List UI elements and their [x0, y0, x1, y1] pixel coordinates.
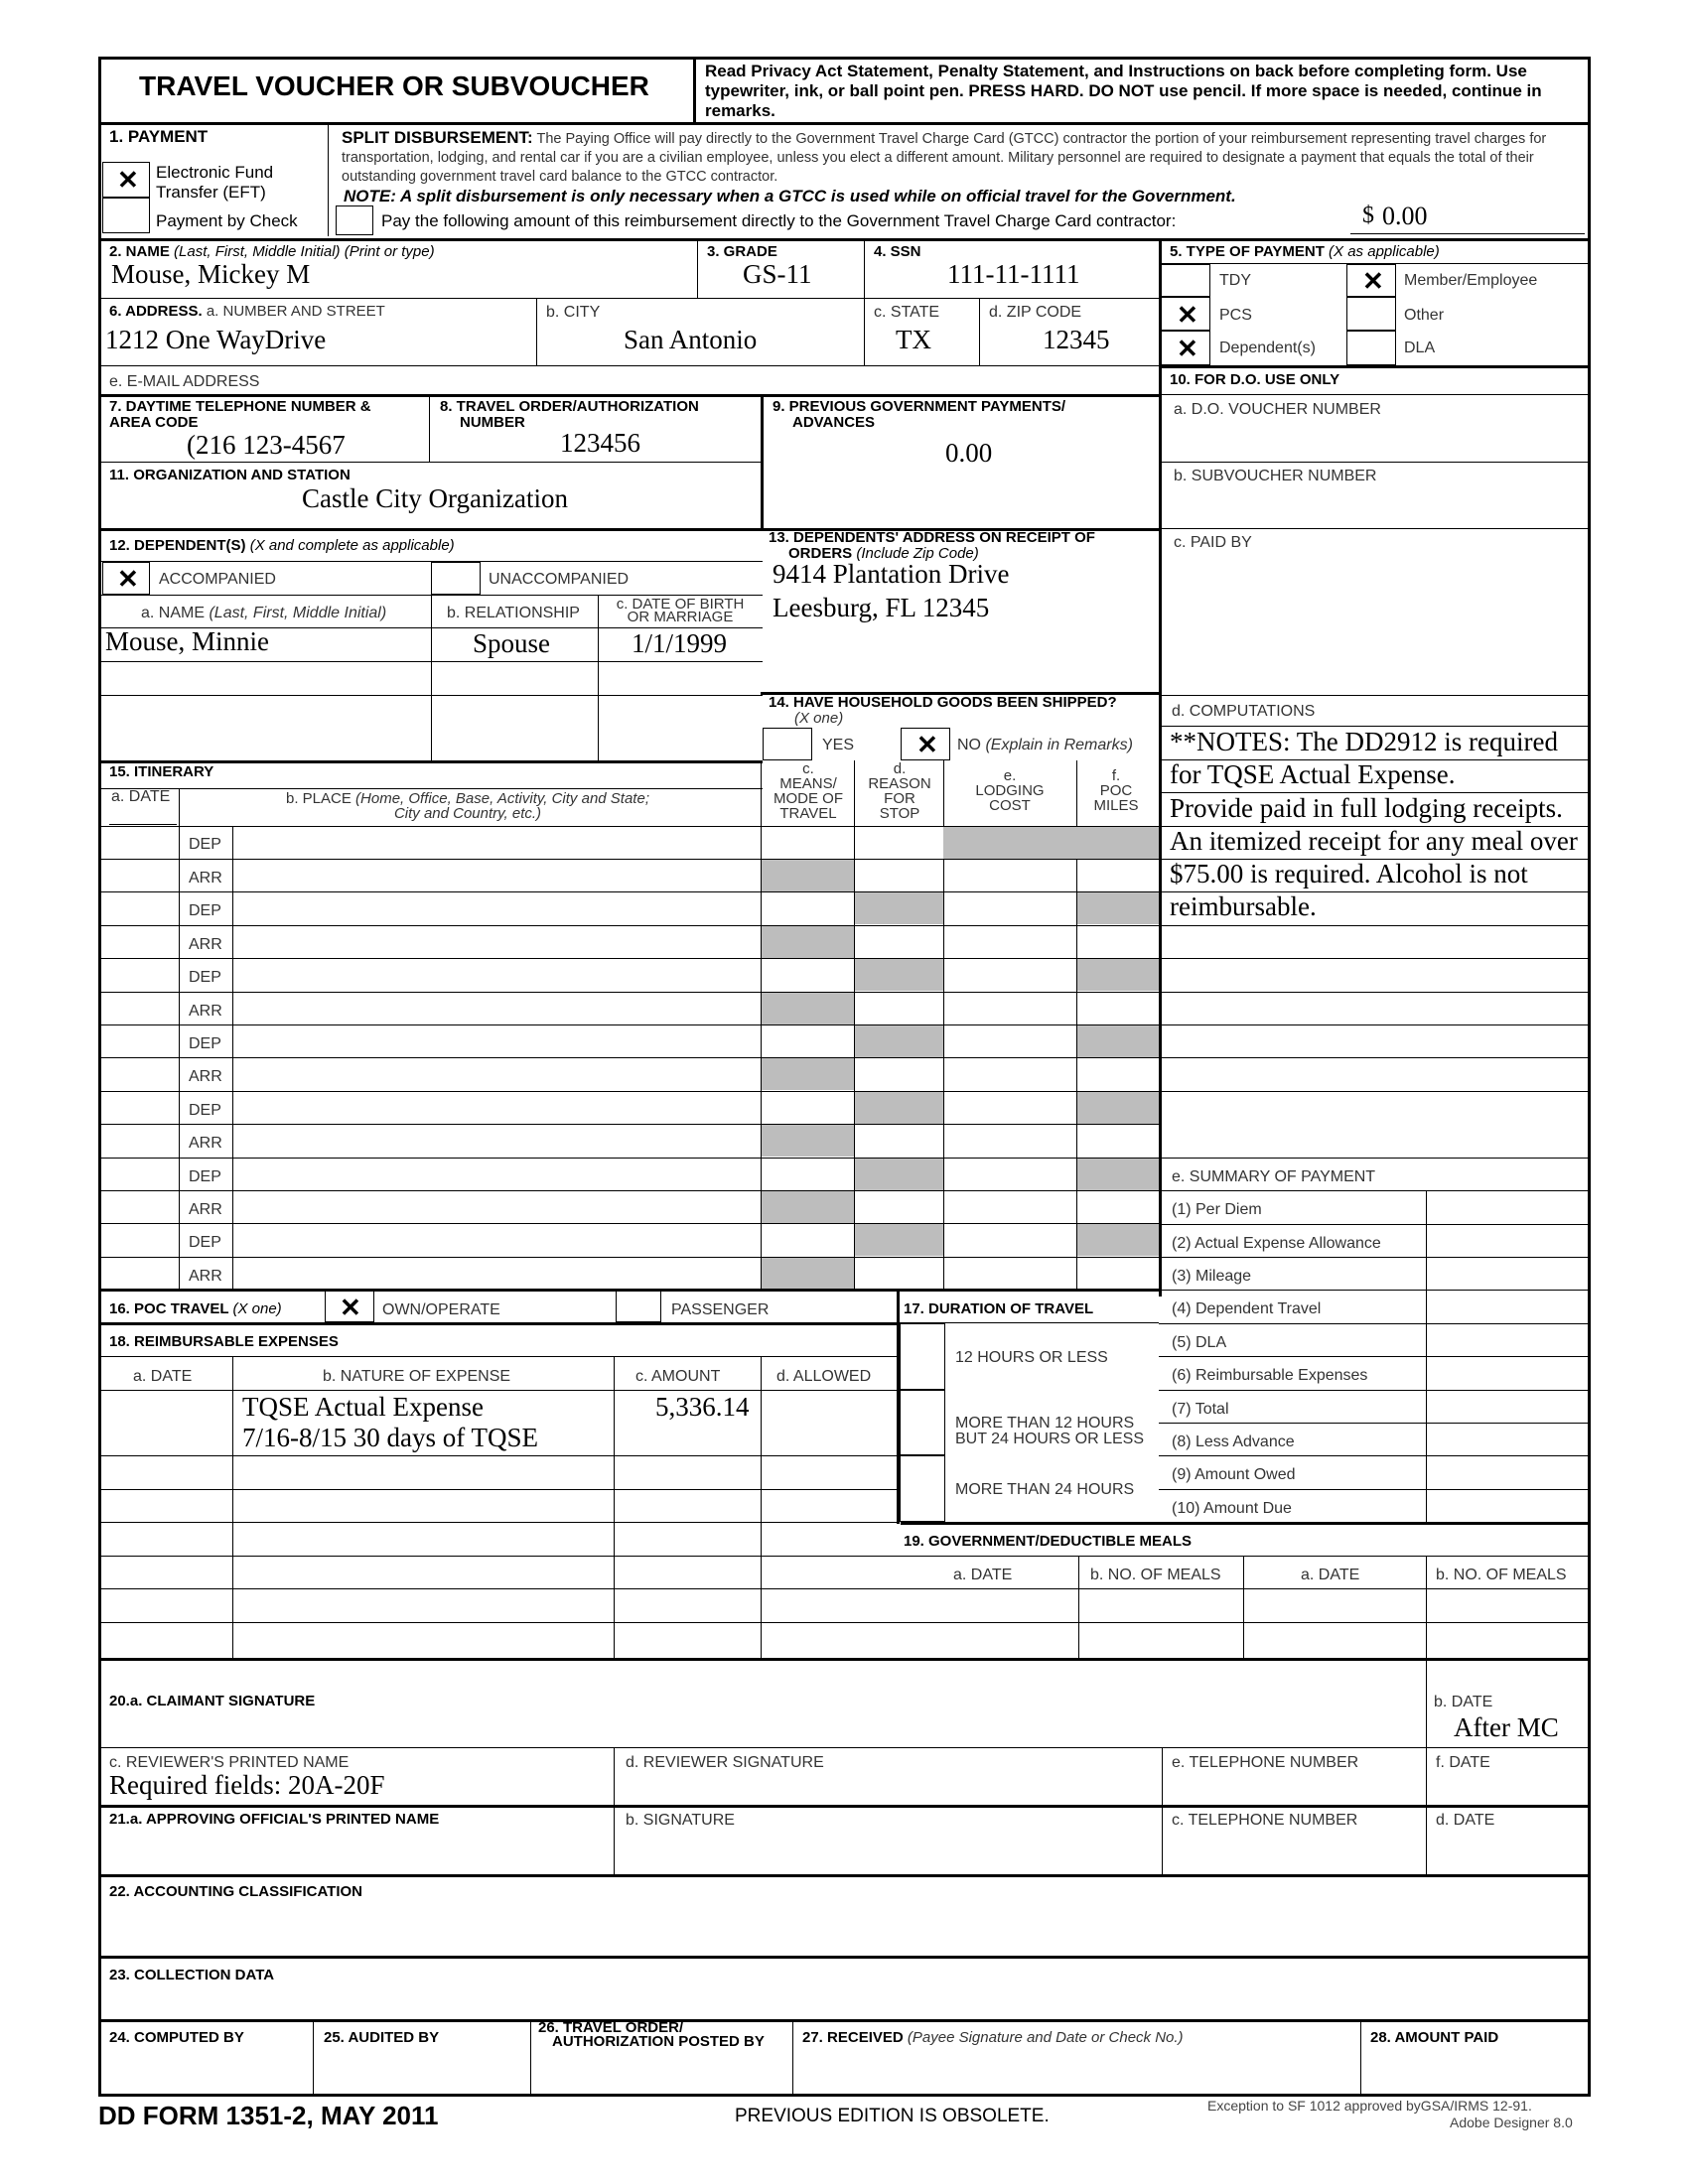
posted-by-label: 26. TRAVEL ORDER/ AUTHORIZATION POSTED BY — [538, 2019, 765, 2050]
address-label: 6. ADDRESS. a. NUMBER AND STREET — [109, 303, 385, 320]
street-value[interactable]: 1212 One WayDrive — [105, 325, 327, 354]
computations-note-1: **NOTES: The DD2912 is required — [1170, 727, 1558, 756]
reimb-nature-label: b. NATURE OF EXPENSE — [323, 1368, 511, 1385]
designer-note: Adobe Designer 8.0 — [1450, 2115, 1573, 2130]
unaccompanied-checkbox[interactable] — [431, 562, 481, 595]
dep-address-line1[interactable]: 9414 Plantation Drive — [773, 559, 1010, 589]
household-no-checkbox[interactable]: ✕ — [901, 728, 950, 760]
itin-row-13: DEP — [189, 1234, 221, 1251]
exception-note: Exception to SF 1012 approved byGSA/IRMS 12-91. — [1207, 2098, 1532, 2114]
form-title: TRAVEL VOUCHER OR SUBVOUCHER — [139, 70, 649, 101]
meals-label: 19. GOVERNMENT/DEDUCTIBLE MEALS — [904, 1533, 1193, 1550]
phone-value[interactable]: (216 123-4567 — [187, 430, 346, 460]
do-use-label: 10. FOR D.O. USE ONLY — [1170, 371, 1340, 388]
household-yes-label: YES — [822, 737, 855, 753]
pcs-label: PCS — [1219, 307, 1252, 324]
computations-note-4: An itemized receipt for any meal over — [1170, 826, 1578, 856]
itin-row-11: DEP — [189, 1168, 221, 1185]
ssn-value[interactable]: 111-11-1111 — [947, 259, 1080, 289]
reviewer-phone-label: e. TELEPHONE NUMBER — [1172, 1754, 1359, 1771]
duration-24-checkbox[interactable] — [900, 1390, 945, 1455]
dependents-label: Dependent(s) — [1219, 340, 1316, 356]
summary-reimbursable: (6) Reimbursable Expenses — [1172, 1367, 1368, 1384]
dep-name-label: a. NAME (Last, First, Middle Initial) — [141, 605, 387, 621]
summary-less-advance: (8) Less Advance — [1172, 1433, 1295, 1450]
dep-relationship-value[interactable]: Spouse — [473, 628, 551, 658]
travel-order-value[interactable]: 123456 — [560, 428, 640, 458]
dependents-label-12: 12. DEPENDENT(S) (X and complete as applicable) — [109, 537, 455, 554]
collection-label: 23. COLLECTION DATA — [109, 1967, 275, 1983]
computations-note-3: Provide paid in full lodging receipts. — [1170, 793, 1563, 823]
duration-label: 17. DURATION OF TRAVEL — [904, 1300, 1094, 1317]
dla-label: DLA — [1404, 340, 1436, 356]
reviewer-name-label: c. REVIEWER'S PRINTED NAME — [109, 1754, 350, 1771]
ssn-label: 4. SSN — [874, 243, 921, 260]
itin-row-7: DEP — [189, 1035, 221, 1052]
zip-label: d. ZIP CODE — [989, 304, 1082, 321]
meals-date-1: a. DATE — [953, 1567, 1013, 1583]
reimb-line-1[interactable]: TQSE Actual Expense — [242, 1392, 484, 1422]
state-value[interactable]: TX — [896, 325, 931, 354]
do-paid-by-label: c. PAID BY — [1174, 534, 1252, 551]
itin-date-label: a. DATE — [111, 788, 171, 805]
summary-total: (7) Total — [1172, 1401, 1229, 1418]
reimb-amount-label: c. AMOUNT — [635, 1368, 721, 1385]
reimb-date-label: a. DATE — [133, 1368, 193, 1385]
zip-value[interactable]: 12345 — [1043, 325, 1110, 354]
accompanied-label: ACCOMPANIED — [159, 571, 276, 588]
dep-name-value[interactable]: Mouse, Minnie — [105, 626, 269, 656]
dep-dob-label: c. DATE OF BIRTH OR MARRIAGE — [616, 596, 745, 625]
other-label: Other — [1404, 307, 1445, 324]
accompanied-checkbox[interactable]: ✕ — [102, 562, 150, 595]
itin-row-4: ARR — [189, 936, 222, 953]
do-voucher-label: a. D.O. VOUCHER NUMBER — [1174, 401, 1381, 418]
approving-phone-label: c. TELEPHONE NUMBER — [1172, 1812, 1358, 1829]
duration-more-checkbox[interactable] — [900, 1455, 945, 1522]
tdy-label: TDY — [1219, 272, 1251, 289]
poc-own-label: OWN/OPERATE — [382, 1301, 500, 1318]
itin-row-8: ARR — [189, 1068, 222, 1085]
computations-note-5: $75.00 is required. Alcohol is not — [1170, 859, 1528, 888]
reimbursable-label: 18. REIMBURSABLE EXPENSES — [109, 1333, 339, 1350]
accounting-label: 22. ACCOUNTING CLASSIFICATION — [109, 1883, 363, 1900]
reviewer-signature-label: d. REVIEWER SIGNATURE — [626, 1754, 824, 1771]
summary-dependent-travel: (4) Dependent Travel — [1172, 1300, 1322, 1317]
meals-no-1: b. NO. OF MEALS — [1090, 1567, 1221, 1583]
reviewer-name-value[interactable]: Required fields: 20A-20F — [109, 1770, 385, 1800]
itin-row-6: ARR — [189, 1003, 222, 1020]
obsolete-note: PREVIOUS EDITION IS OBSOLETE. — [735, 2106, 1050, 2126]
eft-label: Electronic Fund Transfer (EFT) — [156, 163, 274, 202]
audited-by-label: 25. AUDITED BY — [324, 2029, 440, 2046]
reimb-line-2[interactable]: 7/16-8/15 30 days of TQSE — [242, 1423, 538, 1452]
summary-actual-expense: (2) Actual Expense Allowance — [1172, 1235, 1381, 1252]
itin-row-5: DEP — [189, 969, 221, 986]
itin-row-12: ARR — [189, 1201, 222, 1218]
dep-address-label: 13. DEPENDENTS' ADDRESS ON RECEIPT OF ORDERS (Include Zip Code) — [769, 529, 1095, 562]
state-label: c. STATE — [874, 304, 940, 321]
eft-checkbox[interactable]: ✕ — [102, 162, 150, 198]
reimb-allowed-label: d. ALLOWED — [776, 1368, 872, 1385]
split-amount[interactable]: 0.00 — [1382, 202, 1428, 230]
computations-note-2: for TQSE Actual Expense. — [1170, 759, 1456, 789]
reimb-amount-value[interactable]: 5,336.14 — [655, 1392, 750, 1422]
summary-amount-owed: (9) Amount Owed — [1172, 1466, 1296, 1483]
split-dollar: $ — [1362, 203, 1374, 228]
member-label: Member/Employee — [1404, 272, 1538, 289]
split-pay-following: Pay the following amount of this reimbursement directly to the Government Travel Charge Card contractor: — [381, 211, 1177, 230]
itin-row-9: DEP — [189, 1102, 221, 1119]
itin-poc-label: f. POC MILES — [1093, 767, 1139, 814]
city-value[interactable]: San Antonio — [624, 325, 758, 354]
itin-row-3: DEP — [189, 902, 221, 919]
check-checkbox[interactable] — [102, 198, 150, 233]
organization-value[interactable]: Castle City Organization — [302, 483, 568, 513]
grade-label: 3. GRADE — [707, 243, 777, 260]
household-yes-checkbox[interactable] — [763, 728, 812, 760]
payment-label: 1. PAYMENT — [109, 127, 209, 146]
approving-name-label: 21.a. APPROVING OFFICIAL'S PRINTED NAME — [109, 1811, 440, 1828]
type-of-payment-label: 5. TYPE OF PAYMENT (X as applicable) — [1170, 243, 1440, 260]
pcs-checkbox[interactable]: ✕ — [1161, 297, 1210, 331]
poc-passenger-label: PASSENGER — [671, 1301, 770, 1318]
meals-date-2: a. DATE — [1301, 1567, 1360, 1583]
duration-12-checkbox[interactable] — [900, 1323, 945, 1390]
itinerary-label: 15. ITINERARY — [109, 763, 214, 780]
travel-order-label: 8. TRAVEL ORDER/AUTHORIZATION NUMBER — [440, 398, 699, 431]
dep-address-line2[interactable]: Leesburg, FL 12345 — [773, 593, 990, 622]
grade-value[interactable]: GS-11 — [743, 259, 812, 289]
itin-mode-label: c. MEANS/ MODE OF TRAVEL — [774, 760, 843, 822]
unaccompanied-label: UNACCOMPANIED — [489, 571, 630, 588]
approving-signature-label: b. SIGNATURE — [626, 1812, 735, 1829]
meals-no-2: b. NO. OF MEALS — [1436, 1567, 1567, 1583]
member-checkbox[interactable]: ✕ — [1346, 264, 1396, 297]
other-checkbox[interactable] — [1346, 297, 1396, 331]
duration-24-label: MORE THAN 12 HOURS BUT 24 HOURS OR LESS — [955, 1415, 1144, 1447]
poc-label: 16. POC TRAVEL (X one) — [109, 1300, 282, 1317]
organization-label: 11. ORGANIZATION AND STATION — [109, 467, 351, 483]
received-label: 27. RECEIVED (Payee Signature and Date or Check No.) — [802, 2029, 1184, 2046]
name-value[interactable]: Mouse, Mickey M — [111, 259, 311, 289]
previous-payments-value[interactable]: 0.00 — [945, 438, 993, 468]
poc-own-checkbox[interactable]: ✕ — [325, 1291, 374, 1322]
check-label: Payment by Check — [156, 211, 298, 230]
summary-of-payment-label: e. SUMMARY OF PAYMENT — [1172, 1168, 1376, 1185]
phone-label: 7. DAYTIME TELEPHONE NUMBER & AREA CODE — [109, 398, 371, 431]
summary-amount-due: (10) Amount Due — [1172, 1500, 1292, 1517]
computations-note-6: reimbursable. — [1170, 891, 1317, 921]
tdy-checkbox[interactable] — [1161, 264, 1210, 297]
dependents-checkbox[interactable]: ✕ — [1161, 331, 1210, 365]
previous-payments-label: 9. PREVIOUS GOVERNMENT PAYMENTS/ ADVANCES — [773, 398, 1066, 431]
itin-place-label: b. PLACE (Home, Office, Base, Activity, City and State; City and Country, etc.) — [286, 790, 649, 822]
claimant-date-value[interactable]: After MC — [1454, 1712, 1559, 1742]
dep-dob-value[interactable]: 1/1/1999 — [632, 628, 728, 658]
approving-date-label: d. DATE — [1436, 1812, 1495, 1829]
computed-by-label: 24. COMPUTED BY — [109, 2029, 244, 2046]
household-label: 14. HAVE HOUSEHOLD GOODS BEEN SHIPPED? — [769, 694, 1117, 711]
poc-passenger-checkbox[interactable] — [616, 1291, 661, 1322]
reviewer-date-label: f. DATE — [1436, 1754, 1490, 1771]
city-label: b. CITY — [546, 304, 601, 321]
summary-dla: (5) DLA — [1172, 1334, 1227, 1351]
claimant-date-label: b. DATE — [1434, 1694, 1493, 1710]
computations-label: d. COMPUTATIONS — [1172, 703, 1316, 720]
claimant-signature-label: 20.a. CLAIMANT SIGNATURE — [109, 1693, 316, 1709]
split-disbursement: SPLIT DISBURSEMENT: The Paying Office will pay directly to the Government Travel Charge Card (GTCC) contractor the portion of your reimbursement representing travel charges for transportation, lodging, and rental car if you are a civilian employee, unless you elect a different amount. Military personnel are required to designate a payment that equals the total of their outstanding government travel card balance to the GTCC contractor. — [342, 128, 1547, 185]
form-id: DD FORM 1351-2, MAY 2011 — [98, 2101, 439, 2130]
split-checkbox[interactable] — [336, 205, 373, 235]
amount-paid-label: 28. AMOUNT PAID — [1370, 2029, 1499, 2046]
summary-mileage: (3) Mileage — [1172, 1268, 1252, 1285]
email-label: e. E-MAIL ADDRESS — [109, 373, 260, 390]
do-subvoucher-label: b. SUBVOUCHER NUMBER — [1174, 468, 1377, 484]
itin-row-1: DEP — [189, 836, 221, 853]
household-hint: (X one) — [794, 710, 844, 727]
dep-relationship-label: b. RELATIONSHIP — [447, 605, 580, 621]
split-note: NOTE: A split disbursement is only necessary when a GTCC is used while on official travel for the Government. — [344, 187, 1236, 205]
itin-row-10: ARR — [189, 1135, 222, 1152]
duration-more-label: MORE THAN 24 HOURS — [955, 1481, 1135, 1498]
name-label: 2. NAME (Last, First, Middle Initial) (Print or type) — [109, 243, 435, 260]
itin-row-14: ARR — [189, 1268, 222, 1285]
summary-per-diem: (1) Per Diem — [1172, 1201, 1262, 1218]
itin-row-2: ARR — [189, 870, 222, 887]
household-no-label: NO (Explain in Remarks) — [957, 737, 1133, 753]
instructions: Read Privacy Act Statement, Penalty Statement, and Instructions on back before completing form. Use typewriter, ink, or ball point pen. PRESS HARD. DO NOT use pencil. If more space is needed, continue in remarks. — [705, 62, 1542, 120]
duration-12-label: 12 HOURS OR LESS — [955, 1349, 1108, 1366]
itin-reason-label: d. REASON FOR STOP — [868, 760, 931, 822]
dla-checkbox[interactable] — [1346, 331, 1396, 365]
itin-lodging-label: e. LODGING COST — [975, 767, 1045, 814]
